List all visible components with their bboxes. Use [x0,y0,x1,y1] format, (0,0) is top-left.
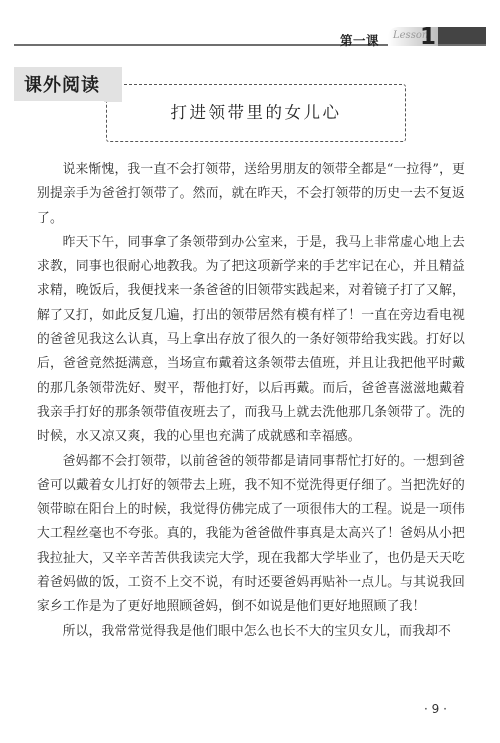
article-title: 打进领带里的女儿心 [170,103,342,122]
paragraph-4: 所以，我常常觉得我是他们眼中怎么也长不大的宝贝女儿，而我却不 [62,623,451,639]
lesson-number: 1 [420,24,437,50]
paragraph-1: 说来惭愧，我一直不会打领带，送给男朋友的领带全都是“一拉得”，更别提亲手为爸爸打领带了。然而，就在昨天，不会打领带的历史一去不复返了。 [37,162,465,226]
lesson-word: Lesson [393,30,429,41]
article-body [37,158,465,644]
page-number: · 9 · [424,702,447,716]
paragraph-2: 昨天下午，同事拿了条领带到办公室来，于是，我马上非常虚心地上去求教，同事也很耐心地教我。为了把这项新学来的手艺牢记在心，并且精益求精，晚饭后，我便找来一条爸爸的旧领带实践起来，对着镜子打了又解，解了又打，如此反复几遍，打出的领带居然有模有样了！一直在旁边看电视的爸爸见我这么认真，马上拿出存放了很久的一条好领带给我实践。打好以后，爸爸竟然挺满意，当场宣布戴着这条领带去值班，并且让我把他平时戴的那几条领带洗好、熨平，帮他打好，以后再戴。而后，爸爸喜滋滋地戴着我亲手打好的那条领带值夜班去了，而我马上就去洗他那几条领带了。洗的时候，水又凉又爽，我的心里也充满了成就感和幸福感。 [37,234,465,445]
lesson-label: 第一课 [340,33,380,48]
paragraph-3: 爸妈都不会打领带，以前爸爸的领带都是请同事帮忙打好的。一想到爸爸可以戴着女儿打好的领带去上班，我不知不觉洗得更仔细了。当把洗好的领带晾在阳台上的时候，我觉得仿佛完成了一项很伟大的工程。说是一项伟大工程丝毫也不夸张。真的，我能为爸爸做件事真是太高兴了！爸妈从小把我拉扯大，又辛辛苦苦供我读完大学，现在我都大学毕业了，也仍是天天吃着爸妈做的饭，工资不上交不说，有时还要爸妈再贴补一点儿。与其说我回家乡工作是为了更好地照顾爸妈，倒不如说是他们更好地照顾了我！ [37,453,465,615]
section-tag: 课外阅读 [24,75,100,96]
header-bar [438,27,486,44]
